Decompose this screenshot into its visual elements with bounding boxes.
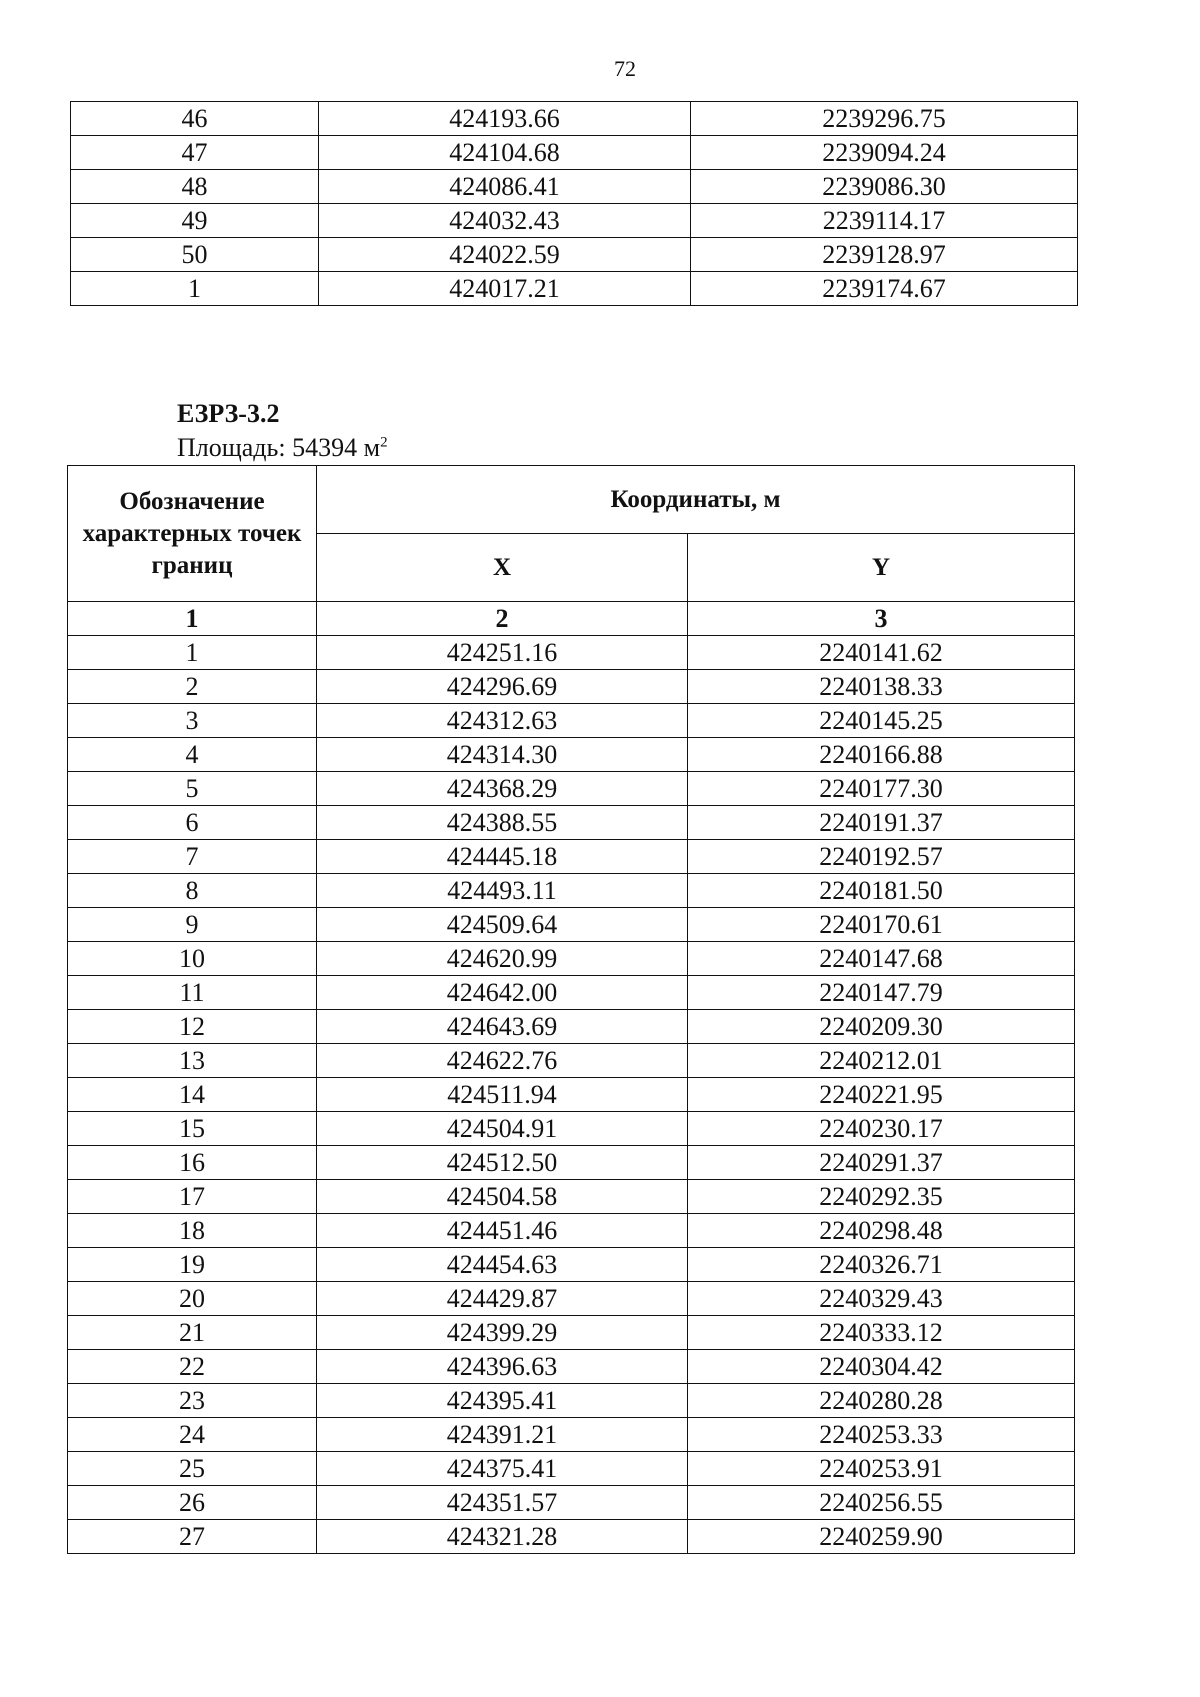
cell-y: 2240253.91 bbox=[688, 1452, 1075, 1486]
cell-x: 424312.63 bbox=[317, 704, 688, 738]
cell-x: 424511.94 bbox=[317, 1078, 688, 1112]
cell-y: 2240191.37 bbox=[688, 806, 1075, 840]
column-number-2: 2 bbox=[317, 602, 688, 636]
cell-y: 2240212.01 bbox=[688, 1044, 1075, 1078]
cell-x: 424643.69 bbox=[317, 1010, 688, 1044]
cell-point: 1 bbox=[71, 272, 319, 306]
cell-point: 47 bbox=[71, 136, 319, 170]
cell-y: 2240170.61 bbox=[688, 908, 1075, 942]
boundary-table-body bbox=[68, 636, 1075, 1554]
cell-y: 2240147.68 bbox=[688, 942, 1075, 976]
table-row bbox=[68, 1350, 1075, 1384]
cell-y: 2240141.62 bbox=[688, 636, 1075, 670]
table-row bbox=[71, 102, 1078, 136]
cell-x: 424368.29 bbox=[317, 772, 688, 806]
continuation-coordinates-table bbox=[70, 101, 1078, 306]
cell-y: 2239128.97 bbox=[691, 238, 1078, 272]
table-row bbox=[68, 1418, 1075, 1452]
cell-y: 2240304.42 bbox=[688, 1350, 1075, 1384]
table-row bbox=[68, 1146, 1075, 1180]
table-row bbox=[68, 1010, 1075, 1044]
cell-x: 424104.68 bbox=[319, 136, 691, 170]
area-label: Площадь: 54394 м bbox=[177, 433, 381, 462]
cell-y: 2240230.17 bbox=[688, 1112, 1075, 1146]
header-x: X bbox=[317, 534, 688, 602]
cell-y: 2240166.88 bbox=[688, 738, 1075, 772]
cell-y: 2240181.50 bbox=[688, 874, 1075, 908]
cell-point: 21 bbox=[68, 1316, 317, 1350]
cell-y: 2240333.12 bbox=[688, 1316, 1075, 1350]
cell-x: 424622.76 bbox=[317, 1044, 688, 1078]
cell-x: 424504.58 bbox=[317, 1180, 688, 1214]
table-row bbox=[68, 1520, 1075, 1554]
cell-point: 10 bbox=[68, 942, 317, 976]
cell-y: 2240291.37 bbox=[688, 1146, 1075, 1180]
table-row bbox=[68, 874, 1075, 908]
cell-y: 2239296.75 bbox=[691, 102, 1078, 136]
table-row bbox=[71, 170, 1078, 204]
cell-x: 424642.00 bbox=[317, 976, 688, 1010]
table-row bbox=[71, 238, 1078, 272]
table-row bbox=[68, 1452, 1075, 1486]
table-row bbox=[68, 976, 1075, 1010]
table-row bbox=[68, 636, 1075, 670]
table-row bbox=[71, 204, 1078, 238]
cell-point: 14 bbox=[68, 1078, 317, 1112]
cell-point: 4 bbox=[68, 738, 317, 772]
cell-x: 424493.11 bbox=[317, 874, 688, 908]
column-number-3: 3 bbox=[688, 602, 1075, 636]
cell-x: 424251.16 bbox=[317, 636, 688, 670]
cell-point: 19 bbox=[68, 1248, 317, 1282]
cell-y: 2240280.28 bbox=[688, 1384, 1075, 1418]
cell-point: 46 bbox=[71, 102, 319, 136]
table-row bbox=[68, 1214, 1075, 1248]
table-row bbox=[68, 772, 1075, 806]
table-row bbox=[68, 1248, 1075, 1282]
cell-point: 48 bbox=[71, 170, 319, 204]
cell-point: 15 bbox=[68, 1112, 317, 1146]
table-row bbox=[68, 1486, 1075, 1520]
table-row bbox=[68, 1112, 1075, 1146]
cell-y: 2240147.79 bbox=[688, 976, 1075, 1010]
cell-point: 1 bbox=[68, 636, 317, 670]
header-coordinates: Координаты, м bbox=[317, 466, 1075, 534]
cell-point: 8 bbox=[68, 874, 317, 908]
cell-point: 18 bbox=[68, 1214, 317, 1248]
table-row bbox=[68, 1384, 1075, 1418]
cell-y: 2240298.48 bbox=[688, 1214, 1075, 1248]
cell-x: 424395.41 bbox=[317, 1384, 688, 1418]
cell-x: 424620.99 bbox=[317, 942, 688, 976]
cell-point: 2 bbox=[68, 670, 317, 704]
header-point-designation: Обозначение характерных точек границ bbox=[68, 466, 317, 602]
boundary-coordinates-table bbox=[67, 465, 1075, 1554]
continuation-table-body bbox=[71, 102, 1078, 306]
cell-x: 424017.21 bbox=[319, 272, 691, 306]
header-y: Y bbox=[688, 534, 1075, 602]
table-row bbox=[71, 136, 1078, 170]
cell-point: 23 bbox=[68, 1384, 317, 1418]
cell-x: 424399.29 bbox=[317, 1316, 688, 1350]
cell-y: 2239094.24 bbox=[691, 136, 1078, 170]
cell-point: 5 bbox=[68, 772, 317, 806]
cell-point: 50 bbox=[71, 238, 319, 272]
cell-point: 3 bbox=[68, 704, 317, 738]
cell-x: 424509.64 bbox=[317, 908, 688, 942]
cell-y: 2240292.35 bbox=[688, 1180, 1075, 1214]
cell-point: 7 bbox=[68, 840, 317, 874]
table-row bbox=[68, 1316, 1075, 1350]
cell-point: 12 bbox=[68, 1010, 317, 1044]
table-row bbox=[68, 1044, 1075, 1078]
cell-x: 424032.43 bbox=[319, 204, 691, 238]
cell-y: 2240326.71 bbox=[688, 1248, 1075, 1282]
cell-x: 424504.91 bbox=[317, 1112, 688, 1146]
table-row bbox=[68, 840, 1075, 874]
cell-x: 424193.66 bbox=[319, 102, 691, 136]
cell-y: 2240145.25 bbox=[688, 704, 1075, 738]
cell-point: 9 bbox=[68, 908, 317, 942]
cell-x: 424512.50 bbox=[317, 1146, 688, 1180]
table-row bbox=[71, 272, 1078, 306]
cell-y: 2239114.17 bbox=[691, 204, 1078, 238]
cell-y: 2240253.33 bbox=[688, 1418, 1075, 1452]
cell-point: 11 bbox=[68, 976, 317, 1010]
column-number-1: 1 bbox=[68, 602, 317, 636]
cell-y: 2239086.30 bbox=[691, 170, 1078, 204]
cell-x: 424391.21 bbox=[317, 1418, 688, 1452]
cell-point: 26 bbox=[68, 1486, 317, 1520]
cell-y: 2240209.30 bbox=[688, 1010, 1075, 1044]
table-row bbox=[68, 942, 1075, 976]
cell-y: 2240221.95 bbox=[688, 1078, 1075, 1112]
cell-point: 22 bbox=[68, 1350, 317, 1384]
cell-point: 20 bbox=[68, 1282, 317, 1316]
cell-point: 24 bbox=[68, 1418, 317, 1452]
cell-x: 424445.18 bbox=[317, 840, 688, 874]
cell-y: 2240329.43 bbox=[688, 1282, 1075, 1316]
cell-y: 2240138.33 bbox=[688, 670, 1075, 704]
table-row bbox=[68, 806, 1075, 840]
cell-x: 424086.41 bbox=[319, 170, 691, 204]
cell-x: 424321.28 bbox=[317, 1520, 688, 1554]
cell-x: 424388.55 bbox=[317, 806, 688, 840]
cell-x: 424351.57 bbox=[317, 1486, 688, 1520]
cell-x: 424454.63 bbox=[317, 1248, 688, 1282]
cell-x: 424296.69 bbox=[317, 670, 688, 704]
table-row bbox=[68, 704, 1075, 738]
section-title: ЕЗРЗ-3.2 bbox=[177, 399, 280, 428]
cell-point: 17 bbox=[68, 1180, 317, 1214]
cell-y: 2240259.90 bbox=[688, 1520, 1075, 1554]
cell-x: 424375.41 bbox=[317, 1452, 688, 1486]
cell-point: 27 bbox=[68, 1520, 317, 1554]
page-number: 72 bbox=[614, 56, 636, 81]
cell-point: 16 bbox=[68, 1146, 317, 1180]
cell-y: 2240256.55 bbox=[688, 1486, 1075, 1520]
cell-point: 6 bbox=[68, 806, 317, 840]
table-row bbox=[68, 670, 1075, 704]
cell-x: 424429.87 bbox=[317, 1282, 688, 1316]
cell-x: 424022.59 bbox=[319, 238, 691, 272]
area-unit-superscript: 2 bbox=[380, 434, 388, 451]
cell-x: 424396.63 bbox=[317, 1350, 688, 1384]
cell-x: 424451.46 bbox=[317, 1214, 688, 1248]
cell-point: 13 bbox=[68, 1044, 317, 1078]
cell-y: 2240192.57 bbox=[688, 840, 1075, 874]
cell-point: 25 bbox=[68, 1452, 317, 1486]
table-row bbox=[68, 1078, 1075, 1112]
table-row bbox=[68, 1180, 1075, 1214]
cell-y: 2240177.30 bbox=[688, 772, 1075, 806]
table-row bbox=[68, 738, 1075, 772]
cell-point: 49 bbox=[71, 204, 319, 238]
cell-x: 424314.30 bbox=[317, 738, 688, 772]
area-line bbox=[177, 433, 388, 463]
table-row bbox=[68, 1282, 1075, 1316]
cell-y: 2239174.67 bbox=[691, 272, 1078, 306]
table-row bbox=[68, 908, 1075, 942]
